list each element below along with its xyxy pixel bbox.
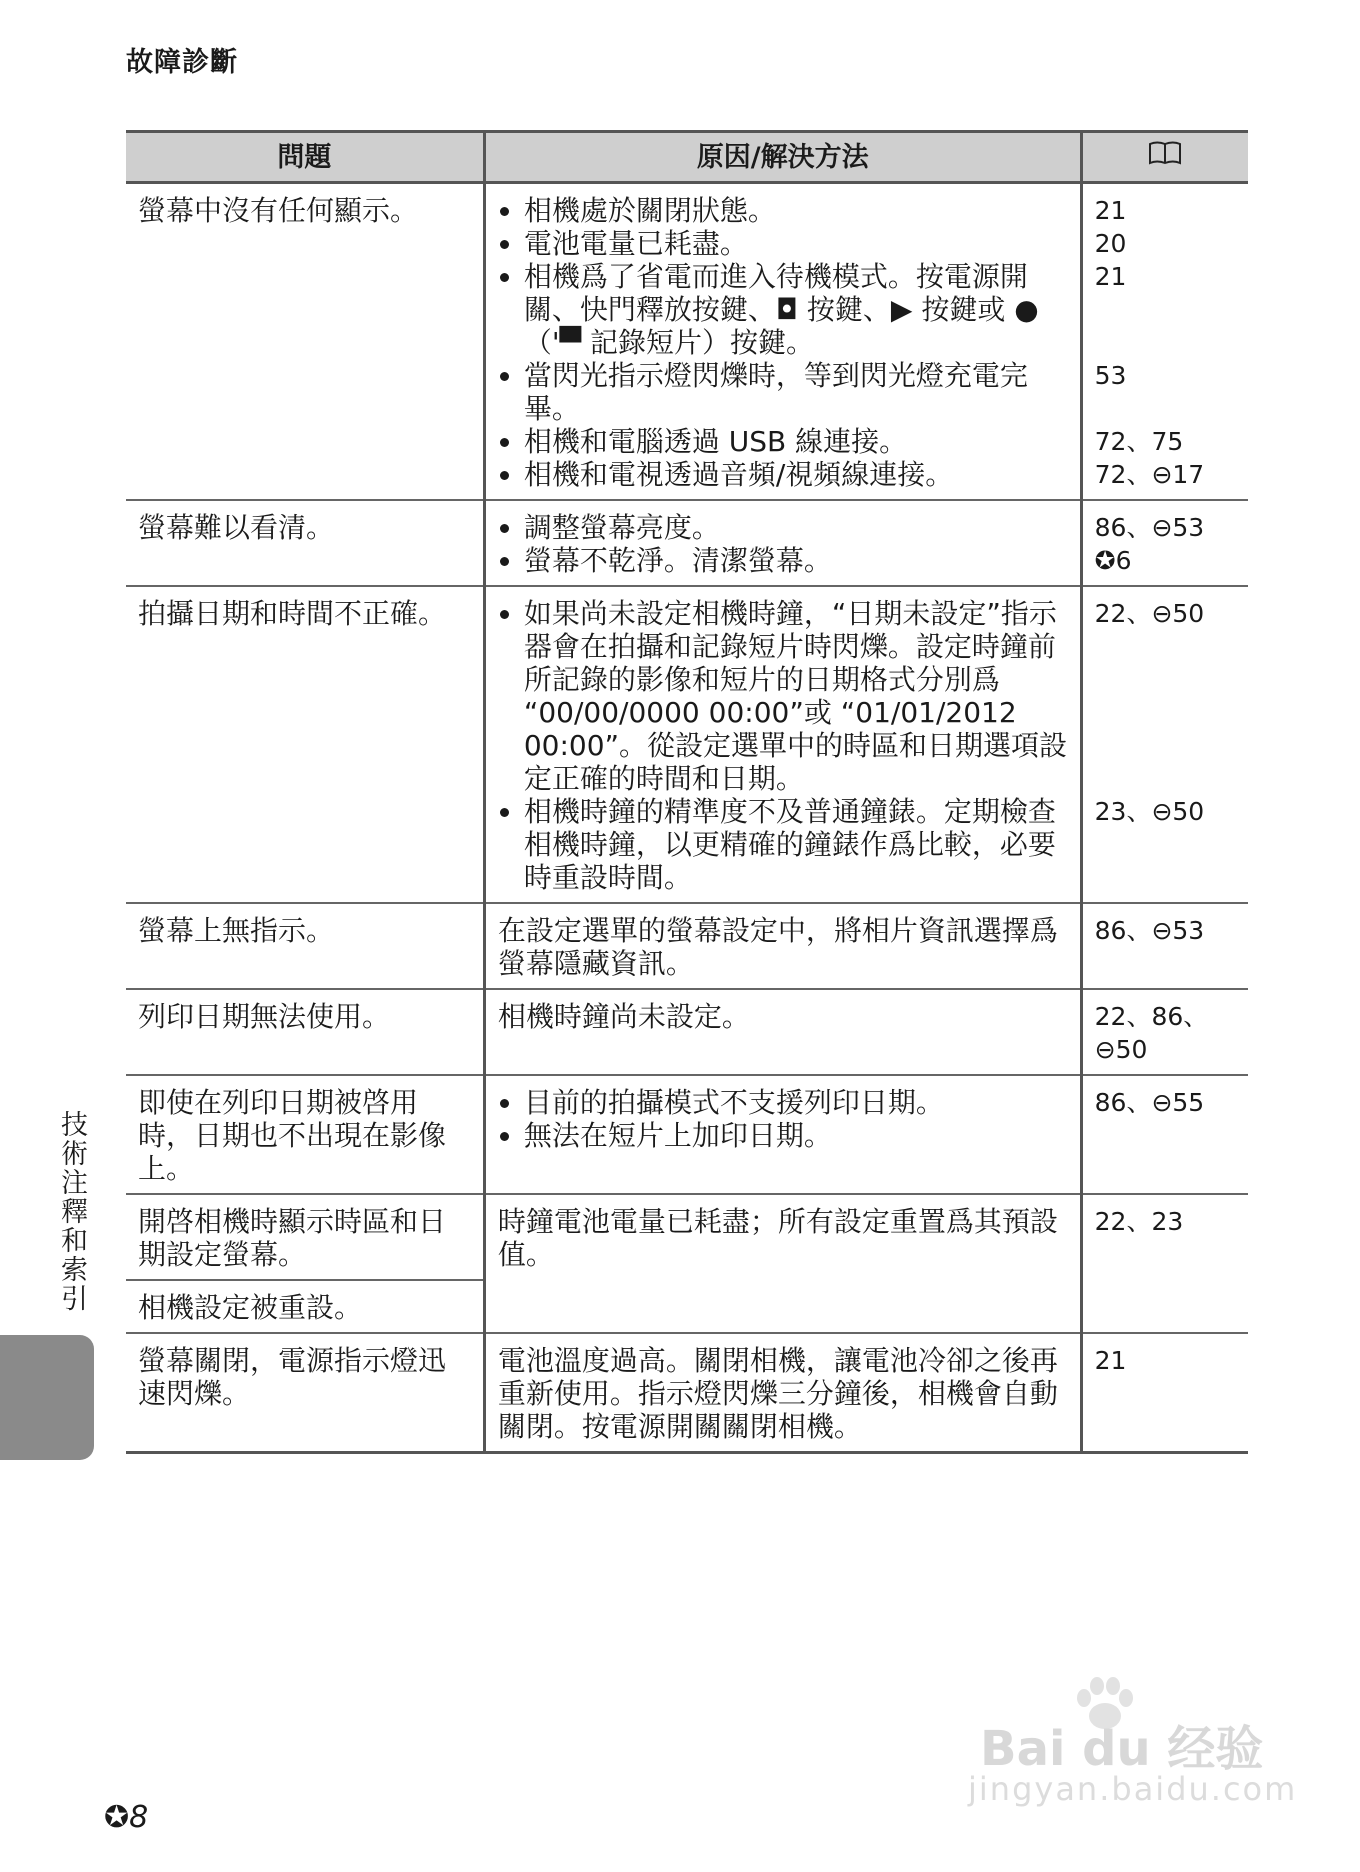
header-reference: [1081, 132, 1248, 183]
table-row: [126, 989, 1248, 1075]
page-reference: 86、⊖53: [1094, 916, 1205, 945]
cause-cell: [484, 183, 1081, 501]
list-item: • 螢幕不乾淨。清潔螢幕。: [524, 544, 1068, 577]
list-item: • 無法在短片上加印日期。: [524, 1119, 1068, 1152]
page-reference: 21: [1094, 262, 1127, 291]
page-title: 故障診斷: [126, 47, 238, 78]
page-reference: ✪6: [1094, 546, 1132, 575]
section-tab: [0, 1335, 94, 1460]
page-reference: 86、⊖53: [1094, 513, 1205, 542]
problem-cell: 螢幕關閉，電源指示燈迅速閃爍。: [126, 1333, 484, 1453]
page-reference: 53: [1094, 361, 1127, 390]
header-problem: 問題: [126, 132, 484, 183]
cause-list: [498, 1086, 1068, 1152]
problem-cell: 螢幕上無指示。: [126, 903, 484, 989]
table-row: [126, 500, 1248, 586]
table-row: [126, 1333, 1248, 1453]
list-item: • 當閃光指示燈閃爍時，等到閃光燈充電完畢。: [524, 359, 1068, 425]
list-item: • 調整螢幕亮度。: [524, 511, 1068, 544]
reference-cell: [1081, 989, 1248, 1075]
list-item: • 相機處於關閉狀態。: [524, 194, 1068, 227]
cause-cell: [484, 586, 1081, 903]
section-side-label: 技術注釋和索引: [56, 1110, 87, 1313]
page-reference: ⊖50: [1094, 1035, 1148, 1064]
cause-cell: [484, 500, 1081, 586]
problem-cell: 列印日期無法使用。: [126, 989, 484, 1075]
table-row: [126, 903, 1248, 989]
cause-cell: 電池溫度過高。關閉相機，讓電池冷卻之後再重新使用。指示燈閃爍三分鐘後，相機會自動關閉。按電源開關關閉相機。: [484, 1333, 1081, 1453]
cause-list: [498, 511, 1068, 577]
problem-cell: 螢幕難以看清。: [126, 500, 484, 586]
book-icon: [1148, 140, 1182, 166]
page-reference: 21: [1094, 1346, 1127, 1375]
page-reference: 72、⊖17: [1094, 460, 1205, 489]
watermark-brand: Bai du 经验: [980, 1721, 1264, 1777]
table-row: [126, 586, 1248, 903]
list-item: • 相機時鐘的精準度不及普通鐘錶。定期檢查相機時鐘，以更精確的鐘錶作爲比較，必要時重設時間。: [524, 795, 1068, 894]
table-row: [126, 1194, 1248, 1280]
reference-cell: [1081, 1075, 1248, 1194]
list-item: • 相機和電腦透過 USB 線連接。: [524, 425, 1068, 458]
problem-cell: 相機設定被重設。: [126, 1280, 484, 1333]
reference-cell: [1081, 500, 1248, 586]
page-reference: 72、75: [1094, 427, 1184, 456]
table-row: [126, 1075, 1248, 1194]
list-item: • 相機爲了省電而進入待機模式。按電源開關、快門釋放按鍵、◘ 按鍵、▶ 按鍵或 ● （'▀ 記錄短片）按鍵。: [524, 260, 1068, 359]
page-reference: 21: [1094, 196, 1127, 225]
page-reference: 86、⊖55: [1094, 1088, 1205, 1117]
page-number: ✪8: [104, 1800, 149, 1835]
list-item: • 如果尚未設定相機時鐘，“日期未設定”指示器會在拍攝和記錄短片時閃爍。設定時鐘前所記錄的影像和短片的日期格式分別爲 “00/00/0000 00:00”或 “01/01/2012 00:00”。從設定選單中的時區和日期選項設定正確的時間和日期。: [524, 597, 1068, 795]
cause-cell: 相機時鐘尚未設定。: [484, 989, 1081, 1075]
problem-cell: 開啓相機時顯示時區和日期設定螢幕。: [126, 1194, 484, 1280]
reference-cell: [1081, 183, 1248, 501]
cause-cell: 時鐘電池電量已耗盡；所有設定重置爲其預設值。: [484, 1194, 1081, 1333]
reference-cell: [1081, 1333, 1248, 1453]
reference-cell: [1081, 586, 1248, 903]
list-item: • 目前的拍攝模式不支援列印日期。: [524, 1086, 1068, 1119]
problem-cell: 螢幕中沒有任何顯示。: [126, 183, 484, 501]
list-item: • 相機和電視透過音頻/視頻線連接。: [524, 458, 1068, 491]
watermark-url: jingyan.baidu.com: [968, 1770, 1298, 1808]
cause-cell: 在設定選單的螢幕設定中，將相片資訊選擇爲螢幕隱藏資訊。: [484, 903, 1081, 989]
table-row: [126, 183, 1248, 501]
list-item: • 電池電量已耗盡。: [524, 227, 1068, 260]
problem-cell: 拍攝日期和時間不正確。: [126, 586, 484, 903]
cause-cell: [484, 1075, 1081, 1194]
troubleshooting-table: [126, 130, 1248, 1454]
reference-cell: [1081, 903, 1248, 989]
problem-cell: 即使在列印日期被啓用時，日期也不出現在影像上。: [126, 1075, 484, 1194]
page-reference: 20: [1094, 229, 1127, 258]
page-reference: 22、86、: [1094, 1002, 1209, 1031]
cause-list: [498, 194, 1068, 491]
table-header-row: [126, 132, 1248, 183]
header-cause: 原因/解決方法: [484, 132, 1081, 183]
reference-cell: [1081, 1194, 1248, 1333]
page-reference: 22、23: [1094, 1207, 1184, 1236]
cause-list: [498, 597, 1068, 894]
page-reference: 23、⊖50: [1094, 797, 1205, 826]
page-reference: 22、⊖50: [1094, 599, 1205, 628]
